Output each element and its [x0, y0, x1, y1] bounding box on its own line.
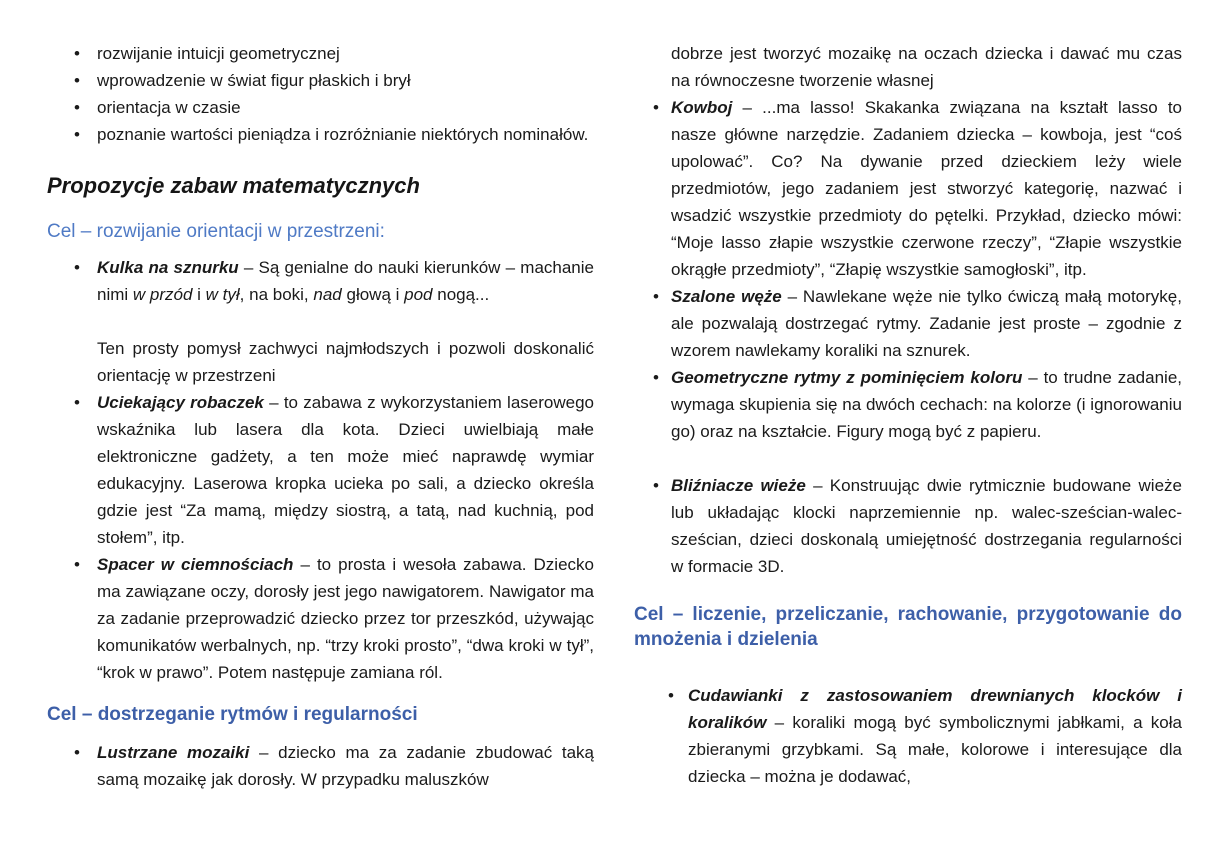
text-run: – to prosta i wesoła zabawa. Dziecko ma zawiązane oczy, dorosły jest jego nawigatorem. Nawigator ma za zadanie przeprowadzić dziecko przez tor przeszkód, używając komunikatów werbalnych, np. “trzy kroki prosto”, “dwa kroki w tył”, “krok w prawo”. Potem następuje zamiana ról. [97, 555, 594, 682]
text-run: – dziecko ma za zadanie zbudować taką samą mozaikę jak dorosły. W przypadku maluszków [97, 743, 595, 789]
goal-heading-rhythms: Cel – dostrzeganie rytmów i regularności [47, 704, 418, 725]
game-paragraph [97, 389, 594, 551]
text-run: Lustrzane mozaiki [97, 743, 250, 762]
goal-heading-counting: Cel – liczenie, przeliczanie, rachowanie, przygotowanie do mnożenia i dzielenia [634, 604, 1182, 650]
text-run: pod [404, 285, 433, 304]
game-paragraph [97, 254, 594, 308]
text-run: , na boki, [239, 285, 314, 304]
left-column [47, 40, 594, 793]
game-item [47, 389, 594, 551]
intro-bullet-list [47, 40, 594, 148]
rhythm-games-list-right [634, 94, 1182, 580]
text-run: Spacer w ciemnościach [97, 555, 294, 574]
game-paragraph [97, 335, 594, 389]
text-run: – Nawlekane węże nie tylko ćwiczą małą motorykę, ale pozwalają dostrzegać rytmy. Zadanie jest proste – zgodnie z wzorem nawlekamy koraliki na sznurek. [671, 287, 1182, 360]
rhythm-games-list-left [47, 739, 594, 793]
text-run: w przód [132, 285, 193, 304]
text-run: – Konstruując dwie rytmicznie budowane wieże lub układając klocki naprzemiennie np. walec-sześcian-walec-sześcian, dzieci doskonalą umiejętność dostrzegania regularności w formacie 3D. [671, 476, 1182, 576]
goal-heading-orientation: Cel – rozwijanie orientacji w przestrzeni: [47, 221, 385, 242]
game-paragraph [97, 739, 594, 793]
text-run: Uciekający robaczek [97, 393, 264, 412]
orientation-games-list [47, 254, 594, 686]
text-run: Ten prosty pomysł zachwyci najmłodszych i pozwoli doskonalić orientację w przestrzeni [97, 339, 594, 385]
text-run: Szalone węże [671, 287, 782, 306]
game-item [634, 472, 1182, 580]
list-item: • rozwijanie intuicji geometrycznej [47, 40, 594, 67]
text-run: nogą... [432, 285, 490, 304]
text-run: dobrze jest tworzyć mozaikę na oczach dziecka i dawać mu czas na równoczesne tworzenie własnej [671, 44, 1182, 90]
game-item [634, 364, 1182, 445]
continuation-paragraph [634, 40, 1182, 94]
text-run: Cudawianki z zastosowaniem drewnianych klocków i koralików [688, 686, 1182, 732]
game-paragraph [671, 283, 1182, 364]
text-run: głową i [341, 285, 405, 304]
list-item: • poznanie wartości pieniądza i rozróżnianie niektórych nominałów. [47, 121, 594, 148]
game-item [47, 551, 594, 686]
game-paragraph [97, 551, 594, 686]
text-run: – koraliki mogą być symbolicznymi jabłkami, a koła zbieranymi grzybkami. Są małe, kolorowe i interesujące dla dziecka – można je dodawać, [688, 713, 1182, 786]
text-run: Bliźniacze wieże [671, 476, 806, 495]
text-run: – Są genialne do nauki kierunków – machanie nimi [97, 258, 594, 304]
game-paragraph [671, 364, 1182, 445]
list-item: • orientacja w czasie [47, 94, 594, 121]
game-item [47, 739, 594, 793]
game-paragraph [671, 472, 1182, 580]
text-run: – to trudne zadanie, wymaga skupienia się na dwóch cechach: na kolorze (i ignorowaniu go) oraz na kształcie. Figury mogą być z papieru. [671, 368, 1182, 441]
game-item [634, 682, 1182, 790]
text-run: – to zabawa z wykorzystaniem laserowego wskaźnika lub lasera dla kota. Dzieci uwielbiają małe elektroniczne gadżety, a ten może mieć naprawdę wymiar edukacyjny. Laserowa kropka ucieka po sali, a dziecko określa gdzie jest “Za mamą, między siostrą, a tatą, nad kuchnią, pod stołem”, itp. [97, 393, 594, 547]
text-run: – ...ma lasso! Skakanka związana na kształt lasso to nasze główne narzędzie. Zadaniem dziecka – kowboja, jest “coś upolować”. Co? Na dywanie przed dzieckiem leży wiele przedmiotów, jego zadaniem jest stworzyć kategorię, nazwać i wsadzić wszystkie przedmioty do pętelki. Przykład, dziecko mówi: “Moje lasso złapie wszystkie czerwone rzeczy”, “Złapie wszystkie okrągłe przedmioty”, “Złapię wszystkie samogłoski”, itp. [671, 98, 1182, 279]
text-run: i [192, 285, 206, 304]
text-run: nad [313, 285, 342, 304]
text-run: w tył [205, 285, 240, 304]
right-column [634, 40, 1182, 790]
counting-games-list [634, 682, 1182, 790]
text-run: Kulka na sznurku [97, 258, 239, 277]
game-item [634, 94, 1182, 283]
game-item [634, 283, 1182, 364]
game-paragraph [671, 94, 1182, 283]
text-run: Kowboj [671, 98, 733, 117]
game-paragraph [688, 682, 1182, 790]
game-item [47, 254, 594, 389]
text-run: Geometryczne rytmy z pominięciem koloru [671, 368, 1023, 387]
list-item: • wprowadzenie w świat figur płaskich i brył [47, 67, 594, 94]
main-heading: Propozycje zabaw matematycznych [47, 173, 420, 198]
